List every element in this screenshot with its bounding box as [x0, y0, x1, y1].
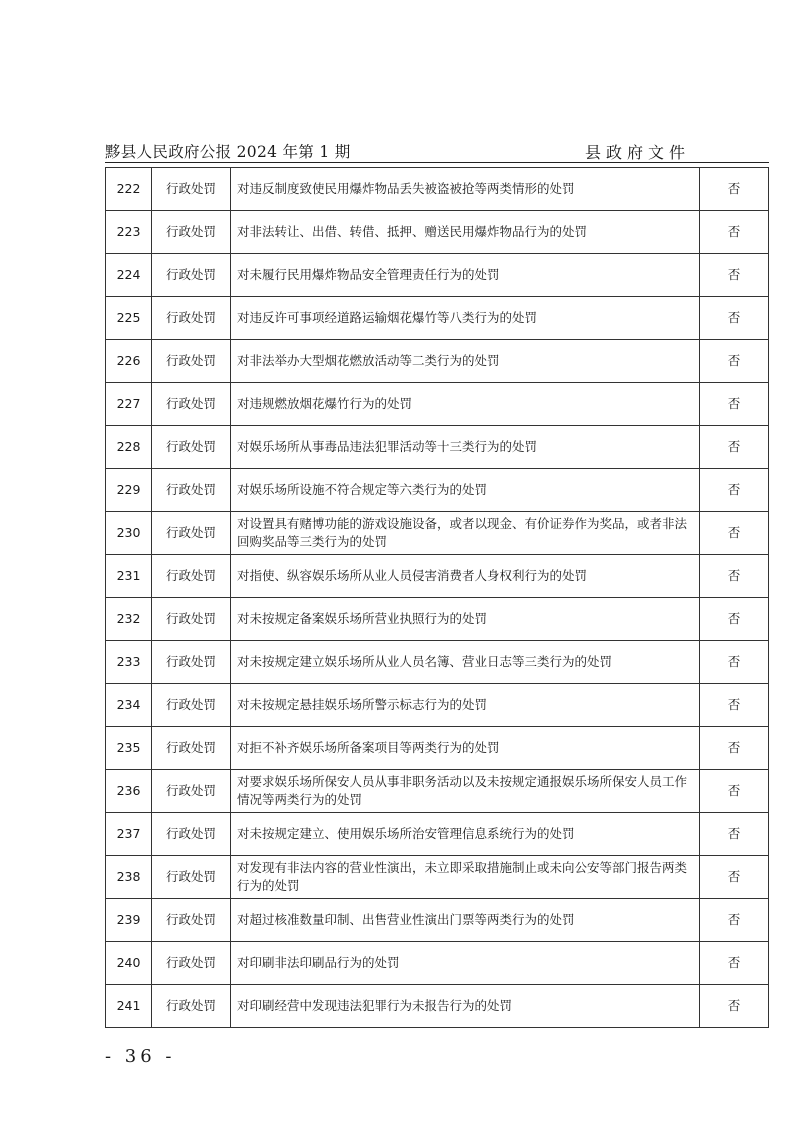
row-type: 行政处罚 [152, 813, 231, 856]
row-item: 对非法举办大型烟花燃放活动等二类行为的处罚 [231, 340, 700, 383]
table-row [106, 856, 769, 899]
row-number: 234 [106, 684, 152, 727]
table-row [106, 598, 769, 641]
row-flag: 否 [700, 813, 769, 856]
table-row [106, 168, 769, 211]
row-flag: 否 [700, 168, 769, 211]
row-number: 235 [106, 727, 152, 770]
row-item: 对拒不补齐娱乐场所备案项目等两类行为的处罚 [231, 727, 700, 770]
header-divider [105, 162, 769, 163]
row-item: 对印刷经营中发现违法犯罪行为未报告行为的处罚 [231, 985, 700, 1028]
row-type: 行政处罚 [152, 856, 231, 899]
row-type: 行政处罚 [152, 340, 231, 383]
row-type: 行政处罚 [152, 641, 231, 684]
row-item: 对发现有非法内容的营业性演出，未立即采取措施制止或未向公安等部门报告两类行为的处罚 [231, 856, 700, 899]
row-number: 226 [106, 340, 152, 383]
row-item: 对违反制度致使民用爆炸物品丢失被盗被抢等两类情形的处罚 [231, 168, 700, 211]
row-type: 行政处罚 [152, 770, 231, 813]
row-flag: 否 [700, 684, 769, 727]
row-number: 222 [106, 168, 152, 211]
row-item: 对印刷非法印刷品行为的处罚 [231, 942, 700, 985]
table-row [106, 426, 769, 469]
row-number: 238 [106, 856, 152, 899]
row-flag: 否 [700, 942, 769, 985]
table-row [106, 770, 769, 813]
row-flag: 否 [700, 383, 769, 426]
row-flag: 否 [700, 469, 769, 512]
row-number: 240 [106, 942, 152, 985]
table-row [106, 641, 769, 684]
row-type: 行政处罚 [152, 598, 231, 641]
row-type: 行政处罚 [152, 942, 231, 985]
table-row [106, 985, 769, 1028]
row-flag: 否 [700, 598, 769, 641]
row-type: 行政处罚 [152, 899, 231, 942]
row-type: 行政处罚 [152, 684, 231, 727]
row-item: 对违反许可事项经道路运输烟花爆竹等八类行为的处罚 [231, 297, 700, 340]
row-type: 行政处罚 [152, 383, 231, 426]
table-row [106, 813, 769, 856]
row-item: 对要求娱乐场所保安人员从事非职务活动以及未按规定通报娱乐场所保安人员工作情况等两类行为的处罚 [231, 770, 700, 813]
table-row [106, 555, 769, 598]
row-item: 对未履行民用爆炸物品安全管理责任行为的处罚 [231, 254, 700, 297]
row-type: 行政处罚 [152, 254, 231, 297]
row-flag: 否 [700, 297, 769, 340]
row-number: 237 [106, 813, 152, 856]
penalty-items-table [105, 167, 769, 1028]
row-item: 对未按规定悬挂娱乐场所警示标志行为的处罚 [231, 684, 700, 727]
table-row [106, 254, 769, 297]
row-flag: 否 [700, 340, 769, 383]
row-item: 对设置具有赌博功能的游戏设施设备，或者以现金、有价证券作为奖品，或者非法回购奖品等三类行为的处罚 [231, 512, 700, 555]
row-flag: 否 [700, 899, 769, 942]
table-row [106, 727, 769, 770]
row-flag: 否 [700, 211, 769, 254]
row-type: 行政处罚 [152, 297, 231, 340]
table-row [106, 512, 769, 555]
row-flag: 否 [700, 770, 769, 813]
table-body [106, 168, 769, 1028]
page-number: - 36 - [105, 1046, 176, 1067]
bulletin-title: 黟县人民政府公报 2024 年第 1 期 [105, 143, 351, 161]
row-type: 行政处罚 [152, 168, 231, 211]
row-item: 对未按规定备案娱乐场所营业执照行为的处罚 [231, 598, 700, 641]
row-item: 对娱乐场所设施不符合规定等六类行为的处罚 [231, 469, 700, 512]
row-flag: 否 [700, 254, 769, 297]
row-flag: 否 [700, 985, 769, 1028]
row-flag: 否 [700, 512, 769, 555]
row-type: 行政处罚 [152, 555, 231, 598]
row-type: 行政处罚 [152, 211, 231, 254]
table-row [106, 684, 769, 727]
table-row [106, 297, 769, 340]
table-row [106, 942, 769, 985]
row-item: 对娱乐场所从事毒品违法犯罪活动等十三类行为的处罚 [231, 426, 700, 469]
row-flag: 否 [700, 856, 769, 899]
table-row [106, 383, 769, 426]
table-row [106, 340, 769, 383]
row-type: 行政处罚 [152, 469, 231, 512]
row-flag: 否 [700, 727, 769, 770]
table-row [106, 469, 769, 512]
row-flag: 否 [700, 641, 769, 684]
row-number: 227 [106, 383, 152, 426]
row-number: 239 [106, 899, 152, 942]
row-type: 行政处罚 [152, 426, 231, 469]
row-number: 241 [106, 985, 152, 1028]
row-flag: 否 [700, 555, 769, 598]
row-number: 224 [106, 254, 152, 297]
row-type: 行政处罚 [152, 512, 231, 555]
row-item: 对超过核准数量印制、出售营业性演出门票等两类行为的处罚 [231, 899, 700, 942]
row-number: 228 [106, 426, 152, 469]
row-item: 对未按规定建立、使用娱乐场所治安管理信息系统行为的处罚 [231, 813, 700, 856]
row-number: 225 [106, 297, 152, 340]
row-type: 行政处罚 [152, 727, 231, 770]
table-row [106, 899, 769, 942]
row-item: 对非法转让、出借、转借、抵押、赠送民用爆炸物品行为的处罚 [231, 211, 700, 254]
section-label: 县政府文件 [584, 143, 690, 162]
row-type: 行政处罚 [152, 985, 231, 1028]
page-header [105, 136, 690, 164]
row-number: 223 [106, 211, 152, 254]
row-flag: 否 [700, 426, 769, 469]
row-item: 对未按规定建立娱乐场所从业人员名簿、营业日志等三类行为的处罚 [231, 641, 700, 684]
table-row [106, 211, 769, 254]
row-item: 对违规燃放烟花爆竹行为的处罚 [231, 383, 700, 426]
row-number: 231 [106, 555, 152, 598]
row-item: 对指使、纵容娱乐场所从业人员侵害消费者人身权利行为的处罚 [231, 555, 700, 598]
row-number: 230 [106, 512, 152, 555]
row-number: 233 [106, 641, 152, 684]
row-number: 229 [106, 469, 152, 512]
row-number: 232 [106, 598, 152, 641]
row-number: 236 [106, 770, 152, 813]
